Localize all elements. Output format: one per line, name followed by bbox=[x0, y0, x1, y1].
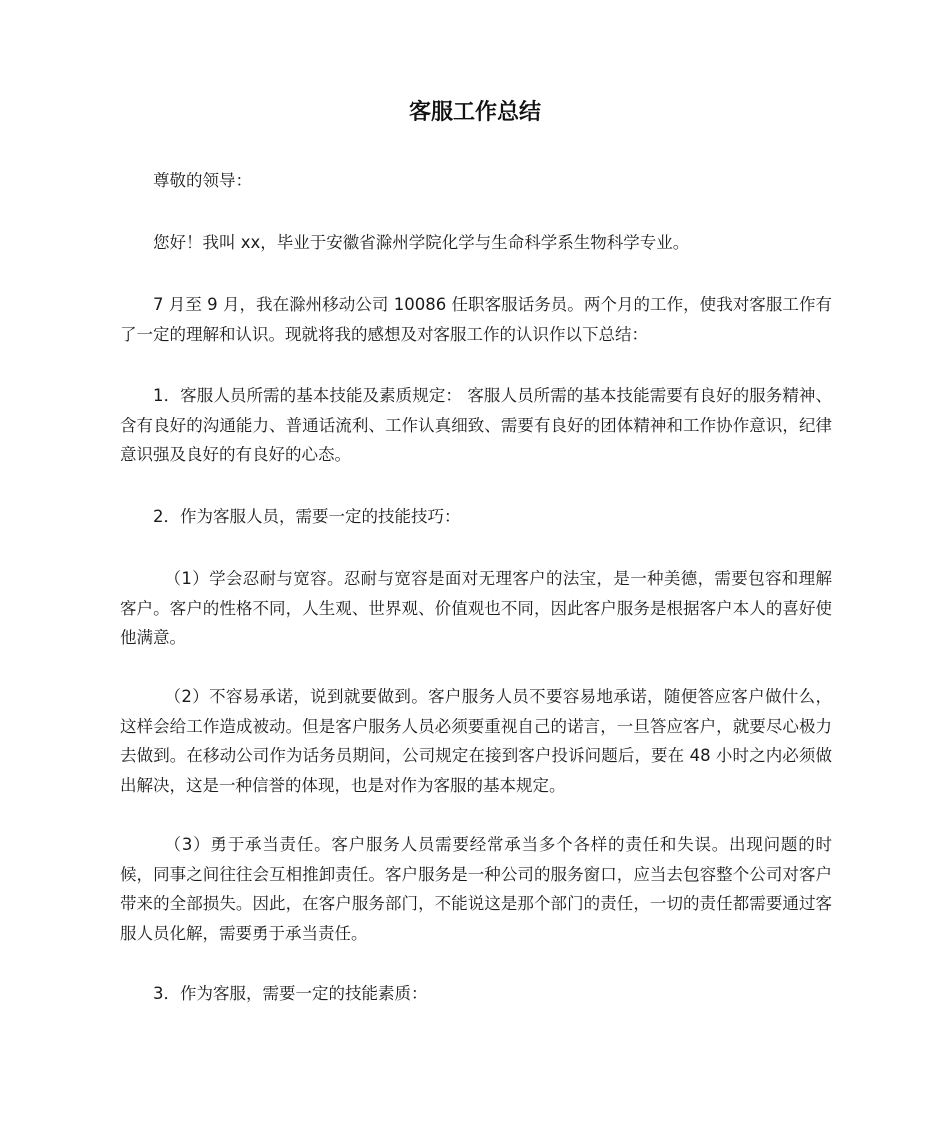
summary-paragraph: 7 月至 9 月，我在滁州移动公司 10086 任职客服话务员。两个月的工作，使我对客服工作有了一定的理解和认识。现就将我的感想及对客服工作的认识作以下总结： bbox=[120, 295, 832, 344]
section-2-item-2: （2）不容易承诺，说到就要做到。客户服务人员不要容易地承诺，随便答应客户做什么，这样会给工作造成被动。但是客户服务人员必须要重视自己的诺言，一旦答应客户，就要尽心极力去做到。在移动公司作为话务员期间，公司规定在接到客户投诉问题后，要在 48 小时之内必须做出解决，这是一种信誉的体现，也是对作为客服的基本规定。 bbox=[120, 687, 832, 795]
intro-paragraph: 您好！我叫 xx，毕业于安徽省滁州学院化学与生命科学系生物科学专业。 bbox=[153, 233, 690, 252]
section-2-heading: 2．作为客服人员，需要一定的技能技巧： bbox=[153, 507, 461, 526]
section-3-heading: 3．作为客服，需要一定的技能素质： bbox=[153, 984, 428, 1003]
section-2-item-1: （1）学会忍耐与宽容。忍耐与宽容是面对无理客户的法宝，是一种美德，需要包容和理解客户。客户的性格不同，人生观、世界观、价值观也不同，因此客户服务是根据客户本人的喜好使他满意。 bbox=[120, 569, 832, 647]
section-1-paragraph: 1．客服人员所需的基本技能及素质规定： 客服人员所需的基本技能需要有良好的服务精神、含有良好的沟通能力、普通话流利、工作认真细致、需要有良好的团体精神和工作协作意识，纪律意识强及良好的有良好的心态。 bbox=[120, 386, 832, 464]
document-title: 客服工作总结 bbox=[408, 100, 541, 125]
section-2-item-3: （3）勇于承当责任。客户服务人员需要经常承当多个各样的责任和失误。出现问题的时候，同事之间往往会互相推卸责任。客户服务是一种公司的服务窗口，应当去包容整个公司对客户带来的全部损失。因此，在客户服务部门，不能说这是那个部门的责任，一切的责任都需要通过客服人员化解，需要勇于承当责任。 bbox=[120, 835, 832, 943]
salutation-paragraph: 尊敬的领导： bbox=[153, 171, 252, 190]
